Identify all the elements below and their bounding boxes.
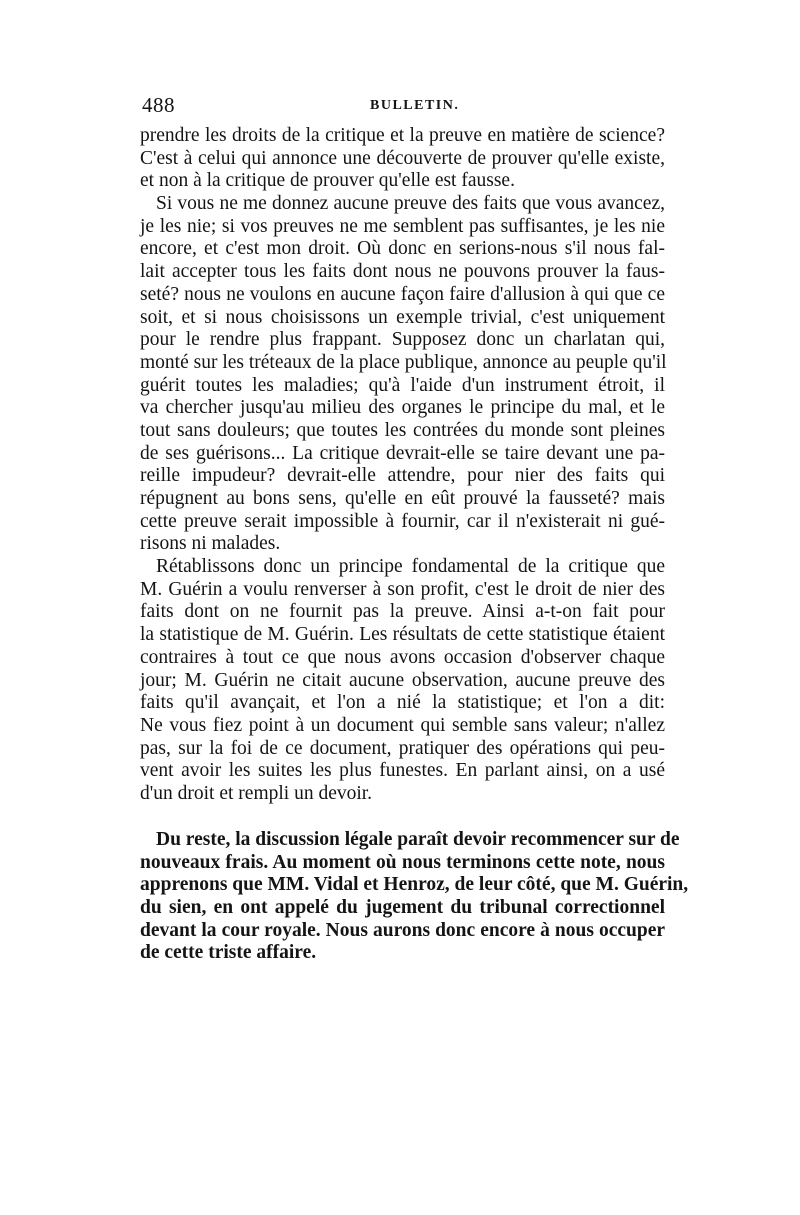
text-line: C'est à celui qui annonce une découverte de prouver qu'elle existe, [140, 147, 665, 169]
text-line: tout sans douleurs; que toutes les contrées du monde sont pleines [140, 419, 665, 441]
text-line: pas, sur la foi de ce document, pratiquer des opérations qui peu- [140, 737, 665, 759]
text-line: Ne vous fiez point à un document qui semble sans valeur; n'allez [140, 714, 665, 736]
text-line: contraires à tout ce que nous avons occasion d'observer chaque [140, 646, 665, 668]
running-head: BULLETIN. [370, 98, 460, 113]
text-line: guérit toutes les maladies; qu'à l'aide d'un instrument étroit, il [140, 374, 665, 396]
closing-paragraph [140, 829, 689, 965]
text-line: d'un droit et rempli un devoir. [140, 782, 373, 804]
text-line: Rétablissons donc un principe fondamental de la critique que [156, 556, 665, 578]
text-line: Si vous ne me donnez aucune preuve des faits que vous avancez, [156, 193, 665, 215]
text-line: pour le rendre plus frappant. Supposez donc un charlatan qui, [140, 329, 665, 351]
text-line: monté sur les tréteaux de la place publique, annonce au peuple qu'il [140, 351, 667, 373]
text-line: faits qu'il avançait, et l'on a nié la statistique; et l'on a dit: [140, 692, 665, 714]
text-line: risons ni malades. [140, 533, 281, 555]
text-line: M. Guérin a voulu renverser à son profit, c'est le droit de nier des [140, 578, 665, 600]
text-line: soit, et si nous choisissons un exemple trivial, c'est uniquement [140, 306, 665, 328]
text-line: de ses guérisons... La critique devrait-elle se taire devant une pa- [140, 442, 665, 464]
text-line: prendre les droits de la critique et la preuve en matière de science? [140, 125, 665, 146]
text-line: la statistique de M. Guérin. Les résultats de cette statistique étaient [140, 624, 665, 646]
text-line: jour; M. Guérin ne citait aucune observation, aucune preuve des [140, 669, 665, 691]
main-text-block [140, 125, 665, 806]
text-line: répugnent au bons sens, qu'elle en eût prouvé la fausseté? mais [140, 488, 665, 509]
text-line: du sien, en ont appelé du jugement du tribunal correctionnel [140, 897, 665, 919]
text-line: apprenons que MM. Vidal et Henroz, de leur côté, que M. Guérin, [140, 874, 689, 896]
text-line: encore, et c'est mon droit. Où donc en serions-nous s'il nous fal- [140, 238, 665, 260]
text-line: et non à la critique de prouver qu'elle est fausse. [140, 170, 515, 192]
text-line: devant la cour royale. Nous aurons donc encore à nous occuper [140, 919, 665, 941]
text-line: Du reste, la discussion légale paraît devoir recommencer sur de [156, 829, 680, 850]
text-line: de cette triste affaire. [140, 942, 317, 964]
text-line: vent avoir les suites les plus funestes. En parlant ainsi, on a usé [140, 760, 665, 782]
text-line: seté? nous ne voulons en aucune façon faire d'allusion à qui que ce [140, 283, 665, 305]
text-line: va chercher jusqu'au milieu des organes le principe du mal, et le [140, 397, 665, 419]
text-line: je les nie; si vos preuves ne me semblent pas suffisantes, je les nie [140, 215, 665, 237]
page-number: 488 [142, 93, 175, 117]
text-line: cette preuve serait impossible à fournir, car il n'existerait ni gué- [140, 510, 665, 532]
text-line: faits dont on ne fournit pas la preuve. Ainsi a-t-on fait pour [140, 601, 665, 623]
text-line: lait accepter tous les faits dont nous ne pouvons prouver la faus- [140, 261, 665, 283]
text-line: reille impudeur? devrait-elle attendre, pour nier des faits qui [140, 465, 665, 487]
text-line: nouveaux frais. Au moment où nous terminons cette note, nous [140, 851, 665, 873]
